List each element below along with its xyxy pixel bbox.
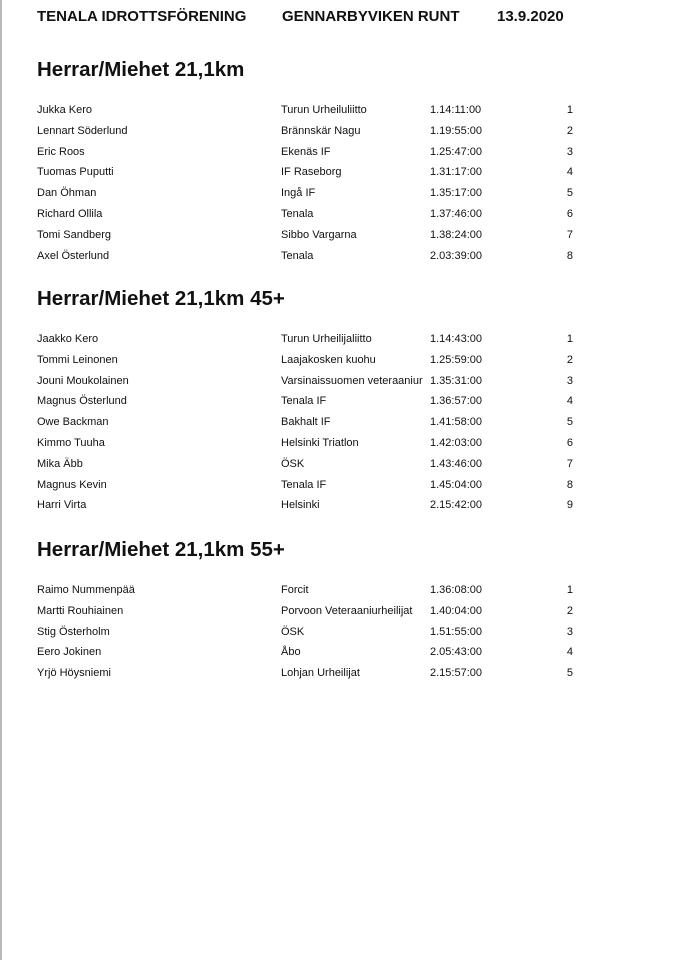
finish-time: 2.15:42:00 xyxy=(430,499,482,512)
race-date: 13.9.2020 xyxy=(497,8,564,25)
runner-name: Tommi Leinonen xyxy=(37,353,118,366)
runner-name: Tuomas Puputti xyxy=(37,166,114,179)
runner-club: Turun Urheiluliitto xyxy=(281,104,367,116)
finish-time: 1.42:03:00 xyxy=(430,436,482,449)
result-row xyxy=(0,371,681,392)
results-list xyxy=(0,580,681,684)
finish-time: 1.19:55:00 xyxy=(430,124,482,137)
result-row xyxy=(0,329,681,350)
placement: 6 xyxy=(566,207,573,220)
runner-club: Helsinki Triatlon xyxy=(281,436,359,449)
runner-name: Eero Jokinen xyxy=(37,646,102,659)
result-row xyxy=(0,391,681,412)
result-row xyxy=(0,642,681,663)
runner-name: Richard Ollila xyxy=(37,207,103,220)
result-row xyxy=(0,350,681,371)
runner-club: Lohjan Urheilijat xyxy=(281,667,360,680)
runner-name: Tomi Sandberg xyxy=(37,228,111,241)
finish-time: 1.14:11:00 xyxy=(430,104,482,116)
placement: 4 xyxy=(566,395,573,408)
runner-club: Tenala IF xyxy=(281,395,327,408)
finish-time: 1.36:08:00 xyxy=(430,584,482,596)
runner-name: Mika Äbb xyxy=(37,457,83,470)
placement: 2 xyxy=(566,353,573,366)
runner-club: Varsinaissuomen veteraaniur xyxy=(281,374,423,387)
finish-time: 1.14:43:00 xyxy=(430,333,482,345)
result-row xyxy=(0,580,681,601)
runner-club: Tenala IF xyxy=(281,478,327,491)
runner-club: Bakhalt IF xyxy=(281,416,331,429)
placement: 9 xyxy=(566,499,573,512)
result-row xyxy=(0,601,681,622)
placement: 2 xyxy=(566,124,573,137)
result-row xyxy=(0,663,681,684)
result-row xyxy=(0,183,681,204)
result-row xyxy=(0,454,681,475)
placement: 3 xyxy=(566,374,573,387)
finish-time: 1.41:58:00 xyxy=(430,416,482,429)
runner-club: Laajakosken kuohu xyxy=(281,353,376,366)
runner-name: Magnus Kevin xyxy=(37,478,107,491)
result-row xyxy=(0,121,681,142)
runner-name: Axel Österlund xyxy=(37,249,110,262)
finish-time: 1.35:31:00 xyxy=(430,374,482,387)
placement: 3 xyxy=(566,625,573,638)
runner-club: Porvoon Veteraaniurheilijat xyxy=(281,604,413,617)
placement: 4 xyxy=(566,166,573,179)
runner-name: Dan Öhman xyxy=(37,187,97,200)
placement: 2 xyxy=(566,604,573,617)
runner-club: ÖSK xyxy=(281,457,305,470)
runner-name: Lennart Söderlund xyxy=(37,124,128,137)
result-row xyxy=(0,204,681,225)
finish-time: 1.40:04:00 xyxy=(430,604,482,617)
placement: 1 xyxy=(566,104,573,116)
result-row xyxy=(0,225,681,246)
finish-time: 1.35:17:00 xyxy=(430,187,482,200)
result-row xyxy=(0,495,681,516)
placement: 5 xyxy=(566,416,573,429)
runner-club: Forcit xyxy=(281,584,309,596)
runner-club: Brännskär Nagu xyxy=(281,124,361,137)
runner-club: Sibbo Vargarna xyxy=(281,228,357,241)
placement: 1 xyxy=(566,333,573,345)
finish-time: 1.37:46:00 xyxy=(430,207,482,220)
finish-time: 1.25:59:00 xyxy=(430,353,482,366)
runner-name: Kimmo Tuuha xyxy=(37,436,105,449)
runner-club: Tenala xyxy=(281,249,314,262)
runner-name: Martti Rouhiainen xyxy=(37,604,124,617)
placement: 4 xyxy=(566,646,573,659)
placement: 8 xyxy=(566,478,573,491)
result-row xyxy=(0,142,681,163)
placement: 8 xyxy=(566,249,573,262)
finish-time: 1.38:24:00 xyxy=(430,228,482,241)
runner-club: ÖSK xyxy=(281,625,305,638)
finish-time: 1.36:57:00 xyxy=(430,395,482,408)
results-list xyxy=(0,329,681,516)
club-name: TENALA IDROTTSFÖRENING xyxy=(37,8,247,25)
placement: 5 xyxy=(566,667,573,680)
runner-club: Åbo xyxy=(281,646,301,659)
finish-time: 1.45:04:00 xyxy=(430,478,482,491)
finish-time: 2.05:43:00 xyxy=(430,646,482,659)
placement: 6 xyxy=(566,436,573,449)
runner-club: Ekenäs IF xyxy=(281,145,331,158)
runner-club: Tenala xyxy=(281,207,314,220)
placement: 1 xyxy=(566,584,573,596)
section-title: Herrar/Miehet 21,1km xyxy=(37,58,245,81)
race-name: GENNARBYVIKEN RUNT xyxy=(282,8,460,25)
finish-time: 1.25:47:00 xyxy=(430,145,482,158)
runner-name: Stig Österholm xyxy=(37,625,110,638)
runner-club: IF Raseborg xyxy=(281,166,342,179)
runner-name: Jouni Moukolainen xyxy=(37,374,129,387)
finish-time: 2.15:57:00 xyxy=(430,667,482,680)
runner-name: Harri Virta xyxy=(37,499,87,512)
finish-time: 1.43:46:00 xyxy=(430,457,482,470)
result-row xyxy=(0,246,681,267)
section-title: Herrar/Miehet 21,1km 45+ xyxy=(37,287,285,310)
runner-club: Turun Urheilijaliitto xyxy=(281,333,372,345)
result-row xyxy=(0,433,681,454)
placement: 3 xyxy=(566,145,573,158)
section-title: Herrar/Miehet 21,1km 55+ xyxy=(37,538,285,561)
finish-time: 2.03:39:00 xyxy=(430,249,482,262)
runner-name: Magnus Österlund xyxy=(37,395,127,408)
runner-name: Owe Backman xyxy=(37,416,109,429)
result-row xyxy=(0,162,681,183)
result-row xyxy=(0,475,681,496)
runner-club: Ingå IF xyxy=(281,187,316,200)
runner-name: Eric Roos xyxy=(37,145,85,158)
runner-club: Helsinki xyxy=(281,499,320,512)
finish-time: 1.31:17:00 xyxy=(430,166,482,179)
result-row xyxy=(0,412,681,433)
results-list xyxy=(0,100,681,266)
runner-name: Raimo Nummenpää xyxy=(37,584,135,596)
placement: 5 xyxy=(566,187,573,200)
result-row xyxy=(0,622,681,643)
placement: 7 xyxy=(566,457,573,470)
placement: 7 xyxy=(566,228,573,241)
finish-time: 1.51:55:00 xyxy=(430,625,482,638)
runner-name: Yrjö Höysniemi xyxy=(37,667,111,680)
runner-name: Jukka Kero xyxy=(37,104,93,116)
result-row xyxy=(0,100,681,121)
runner-name: Jaakko Kero xyxy=(37,333,99,345)
results-header xyxy=(0,8,681,28)
